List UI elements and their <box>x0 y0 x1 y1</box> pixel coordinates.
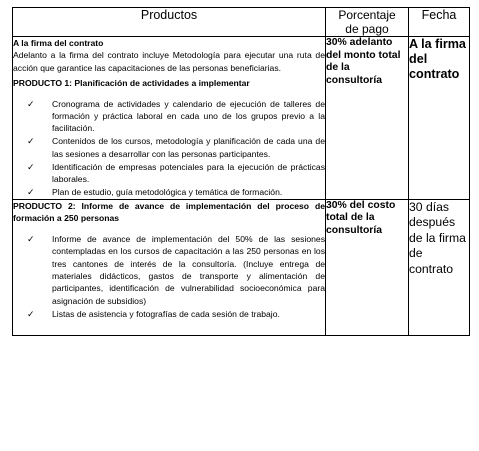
header-porcentaje <box>326 8 409 37</box>
list-item <box>27 308 325 320</box>
list-item-text: Identificación de empresas potenciales para la ejecución de prácticas laborales. <box>52 161 325 185</box>
table-row <box>13 199 470 335</box>
checkmark-icon: ✓ <box>27 233 35 244</box>
list-item-text: Cronograma de actividades y calendario de ejecución de talleres de formación y práctica laboral en cada uno de los grupos previo a la facilitación. <box>52 98 325 134</box>
header-porcentaje-line2: de pago <box>345 22 389 36</box>
payment-cell-2: 30% del costo total de la consultoría <box>326 199 409 335</box>
checkmark-icon: ✓ <box>27 98 35 109</box>
list-item <box>27 135 325 160</box>
table-row <box>13 37 470 200</box>
product-cell-2 <box>13 199 326 335</box>
payment-schedule-table <box>12 7 470 336</box>
date-cell-1: A la firma del contrato <box>409 37 470 200</box>
product-2-list <box>13 233 325 320</box>
row1-heading: A la firma del contrato <box>13 38 104 48</box>
checkmark-icon: ✓ <box>27 136 35 147</box>
list-item-text: Listas de asistencia y fotografías de cada sesión de trabajo. <box>52 308 280 319</box>
checkmark-icon: ✓ <box>27 161 35 172</box>
list-item <box>27 186 325 198</box>
list-item <box>27 98 325 135</box>
list-item <box>27 161 325 186</box>
row1-intro: Adelanto a la firma del contrato incluye Metodología para ejecutar una ruta de acción que garantice las capacitaciones de las personas beneficiarias. <box>13 50 325 73</box>
header-fecha: Fecha <box>409 8 470 37</box>
list-item <box>27 233 325 307</box>
list-item-text: Plan de estudio, guía metodológica y temática de formación. <box>52 186 283 197</box>
payment-cell-1: 30% adelanto del monto total de la consultoría <box>326 37 409 200</box>
header-row <box>13 8 470 37</box>
product-cell-1 <box>13 37 326 200</box>
product-1-title: PRODUCTO 1: Planificación de actividades a implementar <box>13 78 250 89</box>
date-cell-2: 30 días después de la firma de contrato <box>409 199 470 335</box>
header-porcentaje-line1: Porcentaje <box>338 8 396 22</box>
header-productos: Productos <box>13 8 326 37</box>
list-item-text: Contenidos de los cursos, metodología y planificación de cada una de las sesiones a desarrollar con las personas participantes. <box>52 136 325 159</box>
product-1-list <box>13 98 325 199</box>
product-2-title: PRODUCTO 2: Informe de avance de implementación del proceso de formación a 250 personas <box>13 200 325 224</box>
checkmark-icon: ✓ <box>27 308 35 319</box>
list-item-text: Informe de avance de implementación del 50% de las sesiones contempladas en los cursos de capacitación a las 250 personas en los tres cantones de interés de la consultoría. (Incluye entrega de materiales didácticos, gastos de transporte y alimentación de participantes, identificación de vulnerabilidad socioeconómica para asignación de subsidios) <box>52 233 325 306</box>
checkmark-icon: ✓ <box>27 186 35 197</box>
